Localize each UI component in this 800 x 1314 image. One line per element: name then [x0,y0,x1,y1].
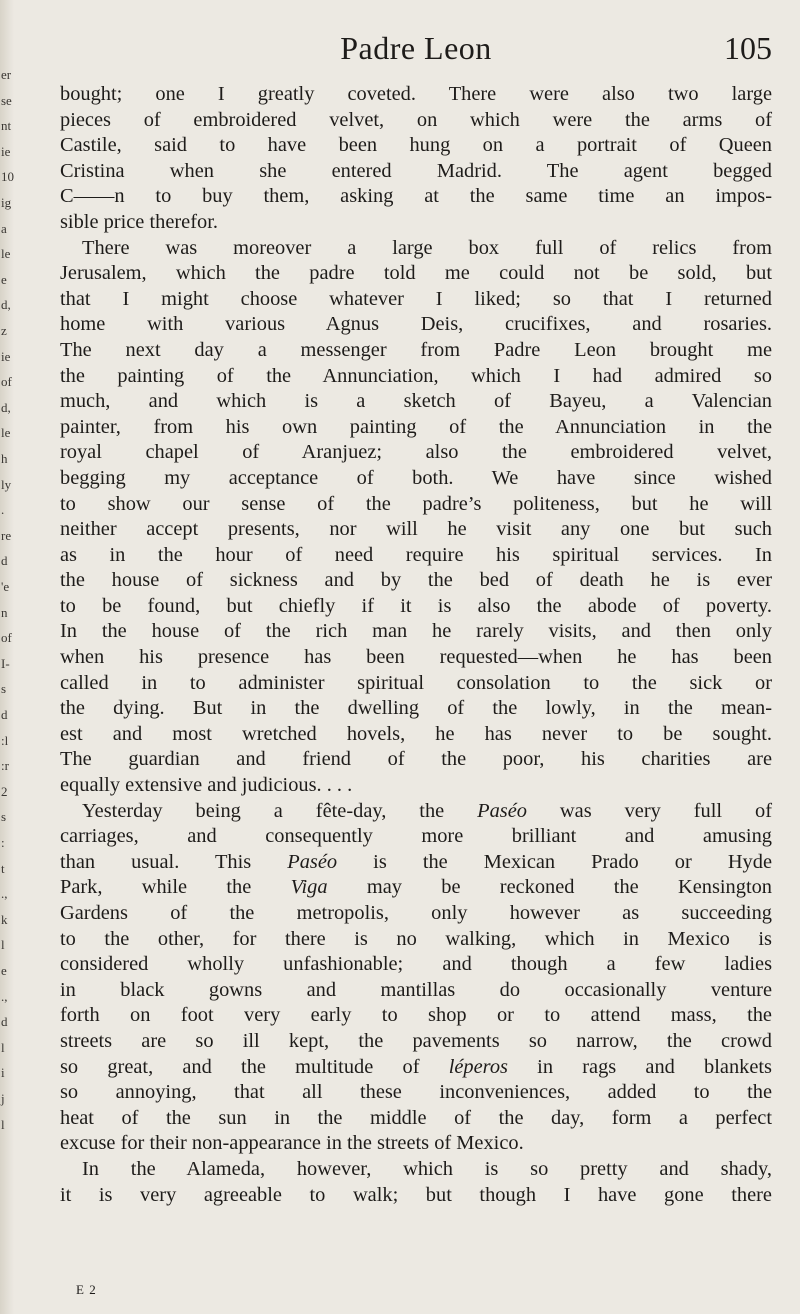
margin-mark: 2 [1,783,8,799]
text-line: in black gowns and mantillas do occasionally venture [60,978,772,1001]
margin-mark: k [1,911,8,927]
margin-mark: d, [1,399,11,415]
margin-mark: ig [1,195,12,210]
text-line: the house of sickness and by the bed of death he is ever [60,569,772,592]
margin-mark: ie [1,143,11,159]
margin-mark: s [1,809,7,825]
text-line: painter, from his own painting of the Annunciation in the [60,415,772,438]
margin-mark: a [1,220,7,236]
margin-mark: er [1,67,12,82]
margin-mark: i [1,1065,5,1081]
text-line: as in the hour of need require his spiritual services. In [60,543,772,566]
text-line: royal chapel of Aranjuez; also the embroidered velvet, [60,441,772,464]
text-line: considered wholly unfashionable; and though a few ladies [60,953,772,976]
text-line: the painting of the Annunciation, which I had admired so [60,364,772,387]
text-line: sible price therefor. [60,210,218,233]
text-line: streets are so ill kept, the pavements so narrow, the crowd [60,1029,772,1052]
margin-mark: se [1,92,12,108]
text-line: Yesterday being a fête-day, the Paséo was very full of [82,799,772,822]
margin-mark: ly [1,476,12,492]
text-line: heat of the sun in the middle of the day, form a perfect [60,1106,772,1129]
signature-mark: E 2 [76,1282,97,1297]
text-line: it is very agreeable to walk; but though I have gone there [60,1183,772,1206]
text-line: carriages, and consequently more brilliant and amusing [60,825,772,848]
text-line: so great, and the multitude of léperos in rags and blankets [60,1055,772,1078]
page-number: 105 [724,30,772,66]
margin-mark: l [1,937,5,953]
text-line: that I might choose whatever I liked; so that I returned [60,287,772,310]
text-line: so annoying, that all these inconveniences, added to the [60,1081,772,1104]
text-line: Castile, said to have been hung on a portrait of Queen [60,134,772,157]
text-line: neither accept presents, nor will he visit any one but such [60,518,772,541]
text-line: home with various Agnus Deis, crucifixes, and rosaries. [60,313,772,336]
margin-mark: 10 [1,169,14,185]
text-line: There was moreover a large box full of relics from [82,236,772,259]
margin-mark: d [1,707,8,722]
text-line: pieces of embroidered velvet, on which were the arms of [60,108,772,131]
margin-mark: ., [1,988,8,1004]
margin-mark: e [1,271,7,287]
text-line: to the other, for there is no walking, which in Mexico is [60,927,772,950]
margin-mark: e [1,963,7,978]
text-line: equally extensive and judicious. . . . [60,774,353,797]
margin-mark: 'e [1,579,10,594]
text-line: to show our sense of the padre’s politeness, but he will [60,492,772,515]
text-line: Gardens of the metropolis, only however as succeeding [60,902,772,924]
text-line: the dying. But in the dwelling of the lowly, in the mean- [60,697,772,720]
margin-mark: :r [1,758,9,774]
margin-mark: :l [1,732,9,748]
margin-mark: d [1,1014,8,1030]
margin-mark: le [1,246,11,262]
text-line: called in to administer spiritual consolation to the sick or [60,671,772,694]
text-line: est and most wretched hovels, he has never to be sought. [60,722,772,745]
text-line: bought; one I greatly coveted. There were also two large [60,83,772,105]
text-line: excuse for their non-appearance in the streets of Mexico. [60,1132,524,1155]
text-line: The guardian and friend of the poor, his charities are [60,748,772,771]
margin-mark: h [1,451,8,466]
text-line: The next day a messenger from Padre Leon brought me [60,338,772,361]
running-head-title: Padre Leon [340,30,492,66]
margin-mark: . [1,502,5,518]
text-line: In the Alameda, however, which is so pretty and shady, [82,1157,772,1180]
text-line: forth on foot very early to shop or to attend mass, the [60,1004,772,1027]
margin-mark: d [1,553,8,569]
margin-mark: j [1,1091,5,1106]
text-line: Cristina when she entered Madrid. The agent begged [60,159,772,182]
text-line: than usual. This Paséo is the Mexican Prado or Hyde [60,850,772,873]
margin-mark: ie [1,348,11,364]
text-line: In the house of the rich man he rarely visits, and then only [60,620,772,643]
text-line: Jerusalem, which the padre told me could not be sold, but [60,262,772,285]
margin-mark: of [1,630,12,646]
margin-mark: ., [1,886,8,902]
text-line: C——n to buy them, asking at the same time an impos- [60,185,772,208]
margin-mark: : [1,835,5,850]
margin-mark: d, [1,297,11,313]
text-line: Park, while the Viga may be reckoned the Kensington [60,876,773,899]
margin-mark: nt [1,118,12,134]
margin-mark: n [1,604,8,620]
text-line: to be found, but chiefly if it is also the abode of poverty. [60,594,772,617]
margin-mark: l [1,1116,5,1132]
margin-mark: of [1,374,12,390]
text-line: much, and which is a sketch of Bayeu, a Valencian [60,390,772,413]
margin-mark: I- [1,655,10,671]
margin-mark: re [1,527,12,543]
margin-mark: l [1,1039,5,1055]
text-line: begging my acceptance of both. We have since wished [60,466,772,489]
running-head [60,28,772,68]
margin-mark: z [1,323,7,338]
margin-mark: s [1,681,7,697]
margin-mark: le [1,425,11,441]
adjacent-page-bleed [0,0,14,1314]
body-text [60,82,772,1208]
text-line: when his presence has been requested—when he has been [60,646,772,669]
margin-mark: t [1,860,5,876]
